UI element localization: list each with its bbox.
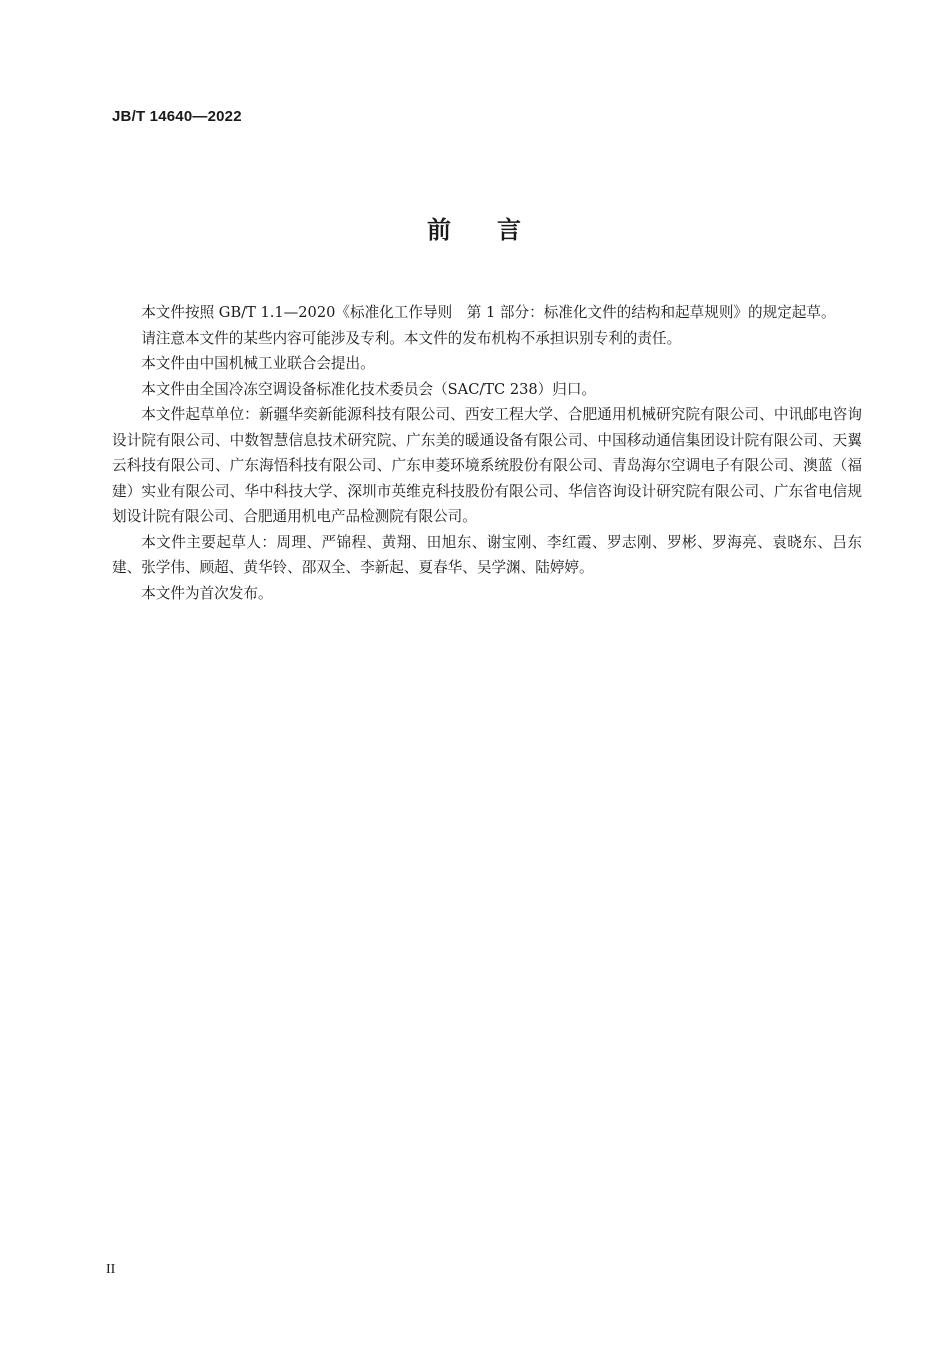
preface-body [112, 300, 862, 606]
title-char-1: 前 [427, 216, 453, 244]
paragraph-drafting-units: 本文件起草单位：新疆华奕新能源科技有限公司、西安工程大学、合肥通用机械研究院有限公司、中讯邮电咨询设计院有限公司、中数智慧信息技术研究院、广东美的暖通设备有限公司、中国移动通信集团设计院有限公司、天翼云科技有限公司、广东海悟科技有限公司、广东申菱环境系统股份有限公司、青岛海尔空调电子有限公司、澳蓝（福建）实业有限公司、华中科技大学、深圳市英维克科技股份有限公司、华信咨询设计研究院有限公司、广东省电信规划设计院有限公司、合肥通用机电产品检测院有限公司。 [112, 406, 862, 525]
page-number: II [106, 1262, 116, 1277]
paragraph-proposer: 本文件由中国机械工业联合会提出。 [141, 355, 375, 372]
paragraph-centralized-unit: 本文件由全国冷冻空调设备标准化技术委员会（SAC/TC 238）归口。 [141, 380, 597, 398]
page-title [0, 210, 950, 245]
title-char-2: 言 [497, 216, 523, 244]
paragraph-patent-notice: 请注意本文件的某些内容可能涉及专利。本文件的发布机构不承担识别专利的责任。 [141, 329, 682, 347]
paragraph-first-release: 本文件为首次发布。 [141, 584, 273, 602]
paragraph-drafting-rules: 本文件按照 GB/T 1.1—2020《标准化工作导则 第 1 部分：标准化文件的结构和起草规则》的规定起草。 [141, 304, 836, 321]
standard-code: JB/T 14640—2022 [112, 108, 242, 125]
paragraph-main-drafters: 本文件主要起草人：周理、严锦程、黄翔、田旭东、谢宝刚、李红霞、罗志刚、罗彬、罗海亮、袁晓东、吕东建、张学伟、顾超、黄华铃、邵双全、李新起、夏春华、吴学渊、陆婷婷。 [112, 533, 862, 576]
